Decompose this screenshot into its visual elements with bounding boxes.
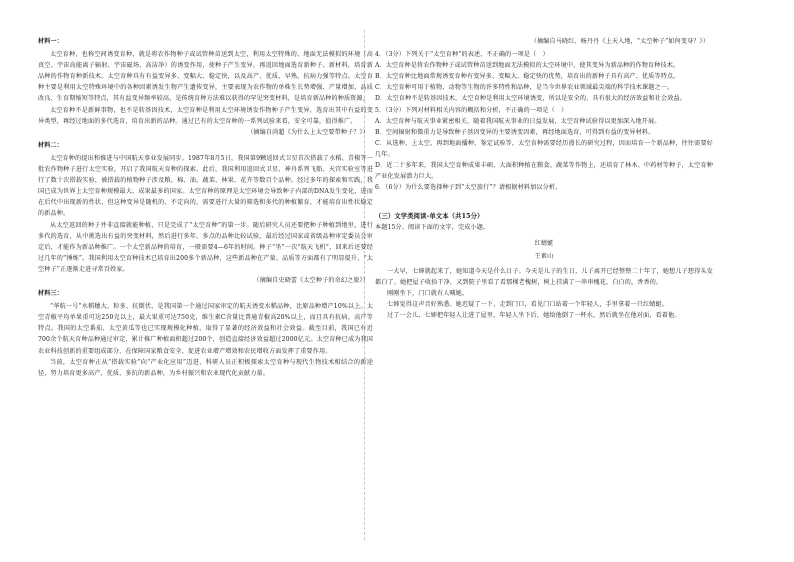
question-5: 5．（3分）下列对材料相关内容的概括和分析，不正确的一项是（ ）	[375, 106, 568, 114]
section-instruction: 本题15分。阅读下面的文字，完成小题。	[375, 224, 490, 232]
material-2-paragraph: 从太空返回的种子并非直接就能种植，只是完成了“太空育种”的第一步。随后研究人员还要把种子种植到地里，进行多代的选育，从中挑选出有益的突变材料，然后进行多年、多点的品种比较试验，最后经过国家或省级品种审定委员会审定后，才能作为新品种推广。一个太空新品种的培育，一般需要4—6年的时间。种子“坐”一次“航天飞机”，回来后还要经过几年的“锤炼”。我国利用太空育种技术已培育出200多个新品种，这些新品种在产量、品质等方面都有了明显提升，“太空种子”正逐渐走进寻常百姓家。	[38, 221, 373, 273]
material-3-source: （摘编自马晓红、杨丹丹《上天入地，“太空种子”如何变身？》）	[530, 38, 709, 45]
question-4-option-c: C．太空育种可用于植物、动物等生物的许多特性和品种，是当今世界农业领域最尖端的科学技术课题之一。	[375, 84, 674, 92]
material-3-heading: 材料三：	[38, 290, 63, 298]
story-paragraph: 刚刚坐下，门口就有人喊她。	[387, 289, 469, 297]
question-4-option-d: D．太空育种不是转基因技术，太空育种是利用太空环境诱变，所以是安全的，具有很大的经济效益和社会效益。	[375, 95, 686, 103]
story-paragraph: 过了一会儿，七婶把年轻人让进了屋里，年轻人坐下后，她给他倒了一杯水，然后就坐在他对面，看着他。	[387, 312, 681, 320]
question-4-option-a: A．太空育种是将农作物种子或试管种苗送到地面无法模拟的太空环境中，使其变异为新品种的作物育种技术。	[375, 62, 680, 70]
question-5-option-c: C．从选种、上太空，再到地面播种、鉴定试验等，太空育种需要经历漫长的研究过程，因而培育一个新品种，往往需要好几年。	[375, 139, 713, 158]
right-column	[375, 36, 713, 321]
material-1-heading: 材料一：	[38, 38, 63, 45]
story-author: 王素山	[534, 252, 554, 260]
question-6: 6．（6分）为什么要选择种子到“太空旅行”？请根据材料加以分析。	[375, 184, 562, 192]
material-3-paragraph: 当前，太空育种正从“搭载实验”向“产业化应用”迈进，科研人员正积极探索太空育种与现代生物技术相结合的新途径，努力培育更多高产、优质、多抗的新品种，为乡村振兴和农业现代化贡献力量。	[38, 358, 373, 377]
question-5-option-a: A．太空育种与航天事业紧密相关，随着我国航天事业的日益发展，太空育种试验得以更加深入地开展。	[375, 117, 661, 125]
question-5-option-b: B．空间辐射和微重力是导致种子基因变异的主要诱变因素，再经地面选育，可得到有益的变异材料。	[375, 128, 655, 136]
material-2-source: （摘编自史晓蕾《太空种子的奇幻之旅》）	[253, 276, 369, 284]
material-2-paragraph: 太空育种的提出和推进与中国航天事业发展同步。1987年8月5日，我国第9颗返回式卫星首次搭载了水稻、青椒等一批农作物种子进行太空实验，开启了我国航天育种的探索。此后，我国利用返回式卫星、神舟系列飞船、天宫实验室等进行了数十次搭载实验，被搭载的植物种子涉及粮、棉、油、蔬菜、林果、花卉等数百个品种。经过多年的探索和实践，我国已成为世界上太空育种规模最大、成果最多的国家。太空育种的原理是太空环境会导致种子内部的DNA发生变化，进而在后代中出现新的性状，但这种变异是随机的、不定向的，需要进行大量的筛选和多代的种植繁育，才能培育出性状稳定的新品种。	[38, 154, 373, 218]
question-4: 4．（3分）下列关于“太空育种”的表述，不正确的一项是（ ）	[375, 51, 549, 59]
material-2-heading: 材料二：	[38, 141, 63, 149]
story-title: 红蜻蜓	[534, 239, 554, 247]
section-heading: （三）文学类阅读-单文本（共15分）	[375, 213, 484, 221]
question-4-option-b: B．太空育种比地面常规诱变育种有变异多、变幅大、稳定快的优势，培育出的新种子具有高产、优质等特点。	[375, 73, 680, 81]
answer-space	[375, 193, 713, 203]
material-1-source: （摘编自尚超《为什么上太空要带种子？》）	[247, 128, 369, 136]
story-paragraph: 一大早，七婶就起来了，她知道今天是什么日子。今天是儿子的生日，儿子离开已经整整二十年了，她想儿子想得头发都白了。她把屋子收拾干净，又到院子里看了看那棵老槐树，树上挂满了一串串槐花，白白的，香香的。	[375, 267, 713, 286]
material-1-paragraph: 太空育种不是新鲜事物，也不是转基因技术，太空育种是利用太空环境诱发作物种子产生变异，选育出其中有益的变异类型，再经过地面的多代选育，培育出新的品种。通过已有的太空育种的一系列试验来看，安全可靠，值得推广。	[38, 106, 373, 125]
material-3-paragraph: “华航一号”水稻穗大、粒多、抗倒伏，是我国第一个通过国家审定的航天诱变水稻品种，比原品种增产10%以上。太空青椒平均单果重可达250克以上，最大果重可达750克，维生素C含量比普通青椒高20%以上，而且具有抗病、高产等特点。我国的太空番茄、太空黄瓜等也已实现规模化种植，取得了显著的经济效益和社会效益。截至目前，我国已有近700余个航天育种品种通过审定，累计推广种植面积超过200个，创造直接经济效益超过2000亿元。太空育种已成为我国农业科技创新的重要组成部分，在保障国家粮食安全、促进农业增产增效和农民增收方面发挥了重要作用。	[38, 303, 373, 355]
material-1-paragraph: 太空育种，也称空间诱变育种，就是将农作物种子或试管种苗送到太空，利用太空特殊的、地面无法模拟的环境（高真空、宇宙高能离子辐射、宇宙磁场、高洁净）的诱变作用，使种子产生变异，再返回地面选育新种子、新材料，培育新品种的作物育种新技术。太空育种具有有益变异多、变幅大、稳定快，以及高产、优质、早熟、抗病力强等特点。太空育种主要是利用太空特殊环境中的各种因素诱发生物产生遗传变异，主要表现为农作物的单株生长势增强、产量增加、品质改良、生育期缩短等特点，其有益变异频率较高，是传统育种方法难以获得的罕见突变材料，是培育新品种的种质资源。	[38, 51, 373, 103]
left-column	[38, 36, 373, 379]
story-paragraph: 七婶觉得这声音好熟悉。她迟疑了一下，走到门口，看见门口站着一个年轻人，手里拿着一只红蜻蜓。	[387, 300, 668, 308]
question-5-option-d: D．近二十多年来，我国太空育种成果丰硕，大面积种植在粮食、蔬菜等作物上，还培育了林木、中药材等种子，太空育种产业化发展潜力巨大。	[375, 162, 713, 181]
